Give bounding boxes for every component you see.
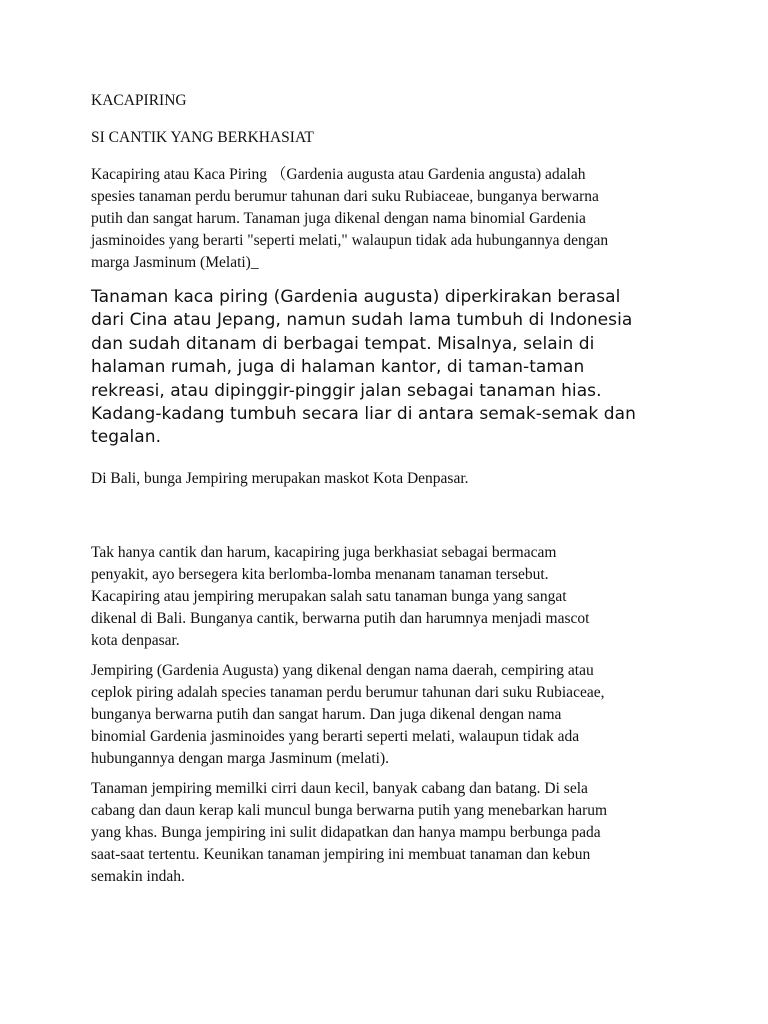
paragraph-line: jasminoides yang berarti "seperti melati," walaupun tidak ada hubungannya dengan: [91, 232, 609, 249]
subtitle-text: SI CANTIK YANG BERKHASIAT: [91, 129, 314, 146]
paragraph-bali: [91, 468, 691, 490]
paragraph-line: halaman rumah, juga di halaman kantor, di taman-taman: [91, 357, 585, 378]
paragraph-line: kota denpasar.: [91, 632, 180, 649]
paragraph-line: Di Bali, bunga Jempiring merupakan maskot Kota Denpasar.: [91, 470, 469, 487]
paragraph-origin: [91, 286, 691, 450]
paragraph-line: Jempiring (Gardenia Augusta) yang dikenal dengan nama daerah, cempiring atau: [91, 662, 594, 679]
paragraph-line: spesies tanaman perdu berumur tahunan dari suku Rubiaceae, bunganya berwarna: [91, 188, 599, 205]
document-title: [91, 90, 691, 112]
paragraph-line: Kacapiring atau Kaca Piring （Gardenia augusta atau Gardenia angusta) adalah: [91, 166, 586, 183]
paragraph-line: ceplok piring adalah species tanaman perdu berumur tahunan dari suku Rubiaceae,: [91, 684, 605, 701]
paragraph-line: cabang dan daun kerap kali muncul bunga berwarna putih yang menebarkan harum: [91, 802, 608, 819]
paragraph-line: Kacapiring atau jempiring merupakan salah satu tanaman bunga yang sangat: [91, 588, 567, 605]
paragraph-line: Kadang-kadang tumbuh secara liar di antara semak-semak dan: [91, 404, 636, 425]
paragraph-line: dikenal di Bali. Bunganya cantik, berwarna putih dan harumnya menjadi mascot: [91, 610, 590, 627]
paragraph-line: marga Jasminum (Melati)_: [91, 254, 259, 271]
paragraph-line: tegalan.: [91, 427, 162, 448]
paragraph-line: rekreasi, atau dipinggir-pinggir jalan sebagai tanaman hias.: [91, 380, 602, 401]
paragraph-line: saat-saat tertentu. Keunikan tanaman jempiring ini membuat tanaman dan kebun: [91, 846, 591, 863]
paragraph-jempiring: [91, 660, 691, 770]
paragraph-intro: [91, 164, 691, 274]
paragraph-line: bunganya berwarna putih dan sangat harum. Dan juga dikenal dengan nama: [91, 706, 562, 723]
paragraph-line: dari Cina atau Jepang, namun sudah lama tumbuh di Indonesia: [91, 310, 633, 331]
paragraph-line: Tak hanya cantik dan harum, kacapiring juga berkhasiat sebagai bermacam: [91, 544, 557, 561]
paragraph-line: binomial Gardenia jasminoides yang berarti seperti melati, walaupun tidak ada: [91, 728, 580, 745]
paragraph-line: putih dan sangat harum. Tanaman juga dikenal dengan nama binomial Gardenia: [91, 210, 586, 227]
paragraph-line: Tanaman kaca piring (Gardenia augusta) diperkirakan berasal: [91, 287, 621, 307]
paragraph-line: dan sudah ditanam di berbagai tempat. Misalnya, selain di: [91, 333, 595, 354]
paragraph-line: penyakit, ayo bersegera kita berlomba-lomba menanam tanaman tersebut.: [91, 566, 549, 583]
document-subtitle: [91, 127, 691, 149]
paragraph-benefits: [91, 542, 691, 652]
paragraph-line: hubungannya dengan marga Jasminum (melati).: [91, 750, 390, 767]
paragraph-line: semakin indah.: [91, 868, 185, 885]
paragraph-characteristics: [91, 778, 691, 888]
paragraph-line: yang khas. Bunga jempiring ini sulit didapatkan dan hanya mampu berbunga pada: [91, 824, 601, 841]
title-text: KACAPIRING: [91, 92, 187, 109]
paragraph-line: Tanaman jempiring memilki cirri daun kecil, banyak cabang dan batang. Di sela: [91, 780, 588, 797]
